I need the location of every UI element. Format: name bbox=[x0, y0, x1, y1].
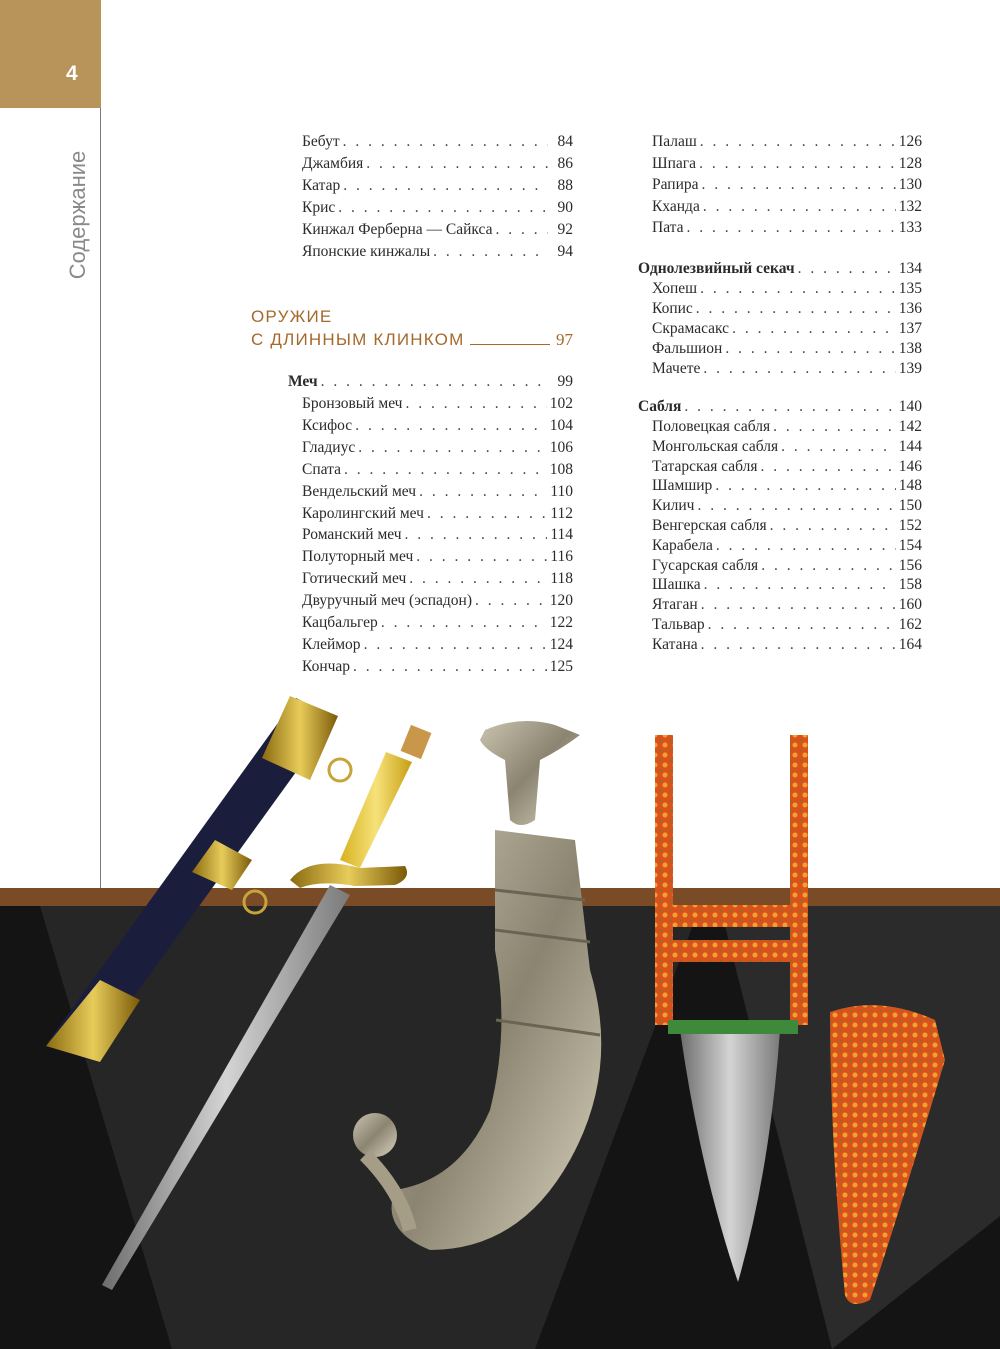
toc-entry-page: 135 bbox=[898, 280, 922, 297]
toc-leader bbox=[703, 359, 895, 379]
toc-entry[interactable] bbox=[652, 437, 922, 457]
toc-entry-page: 133 bbox=[898, 219, 922, 237]
toc-leader bbox=[761, 457, 896, 477]
section-label: Содержание bbox=[65, 150, 90, 280]
toc-entry-page: 139 bbox=[898, 359, 922, 377]
toc-entry-title: Тальвар bbox=[652, 616, 705, 633]
toc-entry-page: 158 bbox=[898, 576, 922, 594]
toc-entry-title: Романский меч bbox=[302, 526, 402, 544]
toc-leader bbox=[364, 635, 547, 655]
toc-entry-page: 164 bbox=[898, 635, 922, 653]
toc-entry-title: Каролингский меч bbox=[302, 504, 424, 522]
toc-leader bbox=[419, 482, 547, 502]
toc-entry-title: Полуторный меч bbox=[302, 548, 414, 566]
toc-entry-page: 137 bbox=[898, 319, 922, 337]
toc-entry[interactable] bbox=[302, 438, 573, 458]
toc-entry-page: 148 bbox=[898, 477, 922, 495]
toc-entry-title: Двуручный меч (эспадон) bbox=[302, 592, 473, 610]
toc-entry-page: 112 bbox=[550, 504, 573, 522]
toc-entry[interactable] bbox=[652, 457, 922, 477]
toc-entry[interactable] bbox=[652, 218, 922, 238]
toc-entry-title: Килич bbox=[652, 497, 695, 515]
toc-entry-page: 122 bbox=[549, 614, 573, 631]
toc-entry-title: Кинжал Ферберна — Сайкса bbox=[302, 221, 493, 238]
toc-entry-page: 124 bbox=[549, 635, 573, 653]
toc-entry[interactable] bbox=[302, 154, 573, 174]
toc-leader bbox=[761, 556, 896, 576]
toc-entry-page: 84 bbox=[557, 133, 573, 150]
toc-leader bbox=[321, 372, 548, 392]
toc-entry-title: Кацбальгер bbox=[302, 614, 378, 631]
toc-group-page: 99 bbox=[557, 373, 573, 390]
toc-entry[interactable] bbox=[652, 417, 922, 437]
toc-leader bbox=[338, 198, 548, 218]
toc-entry-page: 156 bbox=[898, 556, 922, 574]
toc-entry-title: Крис bbox=[302, 199, 336, 216]
toc-entry[interactable] bbox=[652, 516, 922, 536]
toc-entry-title: Бебут bbox=[302, 133, 340, 150]
toc-entry[interactable] bbox=[652, 536, 922, 556]
toc-leader bbox=[409, 569, 547, 589]
toc-entry-title: Копис bbox=[652, 299, 693, 317]
toc-entry-title: Катана bbox=[652, 635, 698, 653]
toc-entry[interactable] bbox=[302, 613, 573, 633]
toc-entry-page: 110 bbox=[550, 482, 573, 500]
toc-entry-page: 136 bbox=[898, 299, 922, 317]
toc-leader bbox=[700, 132, 896, 152]
toc-entry[interactable] bbox=[302, 198, 573, 218]
toc-entry-title: Хопеш bbox=[652, 280, 698, 297]
toc-entry[interactable] bbox=[652, 299, 922, 319]
toc-entry-title: Пата bbox=[652, 219, 684, 237]
toc-entry-title: Венгерская сабля bbox=[652, 517, 767, 534]
section-heading-line1: ОРУЖИЕ bbox=[251, 307, 333, 326]
page-tab bbox=[0, 0, 101, 108]
toc-entry-title: Клеймор bbox=[302, 635, 361, 653]
toc-leader bbox=[770, 516, 896, 536]
toc-entry-page: 126 bbox=[898, 133, 922, 150]
toc-entry-page: 92 bbox=[557, 221, 573, 238]
toc-leader bbox=[353, 657, 547, 677]
toc-group-page: 140 bbox=[898, 398, 922, 415]
toc-entry[interactable] bbox=[302, 242, 573, 262]
section-heading-page: 97 bbox=[556, 330, 573, 349]
katar-sheath-icon bbox=[830, 1005, 945, 1304]
toc-entry[interactable] bbox=[302, 394, 573, 414]
toc-leader bbox=[405, 394, 546, 414]
toc-group-title: Сабля bbox=[638, 398, 682, 415]
toc-entry-title: Бронзовый меч bbox=[302, 395, 403, 412]
toc-entry-page: 144 bbox=[898, 437, 922, 455]
toc-entry-title: Кончар bbox=[302, 657, 351, 675]
toc-group-page: 134 bbox=[898, 260, 922, 277]
toc-entry-title: Гусарская сабля bbox=[652, 556, 759, 574]
toc-entry-page: 130 bbox=[898, 176, 922, 194]
toc-entry[interactable] bbox=[302, 176, 573, 196]
toc-leader bbox=[343, 176, 548, 196]
toc-leader bbox=[798, 259, 896, 279]
toc-entry[interactable] bbox=[652, 339, 922, 359]
toc-entry[interactable] bbox=[302, 220, 573, 240]
weapons-illustration bbox=[0, 690, 1000, 1349]
toc-entry-title: Вендельский меч bbox=[302, 482, 417, 500]
toc-entry-page: 120 bbox=[549, 592, 573, 610]
toc-entry-title: Кханда bbox=[652, 197, 700, 215]
toc-entry-page: 90 bbox=[557, 199, 573, 216]
toc-leader bbox=[475, 591, 547, 611]
toc-entry-page: 162 bbox=[898, 616, 922, 633]
toc-entry[interactable] bbox=[302, 547, 573, 567]
toc-leader bbox=[701, 635, 896, 655]
toc-entry-page: 114 bbox=[550, 526, 573, 544]
toc-entry-page: 108 bbox=[549, 460, 573, 478]
toc-entry-title: Мачете bbox=[652, 359, 701, 377]
toc-entry-title: Шамшир bbox=[652, 477, 713, 495]
toc-entry[interactable] bbox=[652, 154, 922, 174]
toc-entry-page: 160 bbox=[898, 596, 922, 614]
toc-leader bbox=[699, 154, 896, 174]
toc-entry-title: Ятаган bbox=[652, 596, 698, 614]
toc-entry-page: 128 bbox=[898, 154, 922, 172]
toc-entry[interactable] bbox=[302, 591, 573, 611]
toc-leader bbox=[715, 476, 895, 496]
toc-entry-page: 146 bbox=[898, 457, 922, 475]
toc-leader bbox=[700, 279, 896, 299]
toc-entry-page: 88 bbox=[557, 177, 573, 194]
toc-entry[interactable] bbox=[652, 175, 922, 195]
toc-entry-page: 86 bbox=[557, 155, 573, 172]
toc-entry-title: Фальшион bbox=[652, 339, 723, 357]
toc-entry[interactable] bbox=[652, 496, 922, 516]
toc-leader bbox=[716, 536, 896, 556]
toc-entry-title: Японские кинжалы bbox=[302, 243, 431, 260]
toc-entry[interactable] bbox=[302, 504, 573, 524]
toc-leader bbox=[696, 299, 896, 319]
toc-leader bbox=[355, 416, 547, 436]
toc-entry-page: 132 bbox=[898, 197, 922, 215]
toc-entry-title: Половецкая сабля bbox=[652, 418, 771, 435]
toc-group-title: Однолезвийный секач bbox=[638, 260, 795, 277]
toc-leader bbox=[344, 460, 547, 480]
toc-entry-title: Карабела bbox=[652, 536, 713, 554]
toc-entry[interactable] bbox=[652, 635, 922, 655]
toc-leader bbox=[343, 132, 548, 152]
toc-entry[interactable] bbox=[652, 132, 922, 152]
toc-entry-page: 116 bbox=[550, 548, 573, 566]
toc-entry[interactable] bbox=[302, 635, 573, 655]
toc-leader bbox=[405, 525, 548, 545]
toc-entry-page: 152 bbox=[898, 517, 922, 534]
toc-entry[interactable] bbox=[652, 575, 922, 595]
toc-entry-page: 125 bbox=[549, 657, 573, 675]
toc-leader bbox=[773, 417, 896, 437]
toc-entry-title: Спата bbox=[302, 460, 341, 478]
toc-entry-title: Монгольская сабля bbox=[652, 437, 779, 455]
toc-leader bbox=[701, 595, 896, 615]
toc-entry-title: Палаш bbox=[652, 133, 697, 150]
toc-entry-page: 102 bbox=[549, 395, 573, 412]
toc-entry[interactable] bbox=[652, 615, 922, 635]
toc-leader bbox=[725, 339, 895, 359]
toc-entry-page: 106 bbox=[549, 438, 573, 456]
toc-leader bbox=[781, 437, 896, 457]
toc-leader bbox=[732, 319, 896, 339]
toc-group-mech[interactable] bbox=[288, 372, 573, 392]
section-heading-rule bbox=[470, 330, 550, 345]
toc-entry-title: Ксифос bbox=[302, 416, 353, 434]
toc-entry[interactable] bbox=[652, 595, 922, 615]
katar-icon bbox=[655, 735, 808, 1282]
toc-entry[interactable] bbox=[652, 197, 922, 217]
toc-entry[interactable] bbox=[652, 476, 922, 496]
toc-leader bbox=[416, 547, 547, 567]
toc-entry-title: Гладиус bbox=[302, 438, 356, 456]
toc-entry-title: Татарская сабля bbox=[652, 457, 758, 475]
toc-leader bbox=[684, 397, 895, 417]
toc-leader bbox=[358, 438, 547, 458]
toc-entry[interactable] bbox=[302, 460, 573, 480]
toc-entry[interactable] bbox=[652, 279, 922, 299]
toc-leader bbox=[687, 218, 896, 238]
toc-leader bbox=[427, 504, 547, 524]
toc-entry-title: Скрамасакс bbox=[652, 319, 730, 337]
toc-entry[interactable] bbox=[302, 416, 573, 436]
toc-entry-page: 104 bbox=[549, 416, 573, 434]
toc-leader bbox=[433, 242, 548, 262]
toc-leader bbox=[702, 175, 896, 195]
toc-entry-page: 94 bbox=[557, 243, 573, 260]
toc-entry[interactable] bbox=[302, 569, 573, 589]
toc-entry-page: 142 bbox=[898, 418, 922, 435]
toc-entry[interactable] bbox=[302, 132, 573, 152]
toc-entry-title: Шпага bbox=[652, 154, 697, 172]
toc-group-sablya[interactable] bbox=[638, 397, 922, 417]
toc-entry-title: Джамбия bbox=[302, 155, 364, 172]
page-number: 4 bbox=[66, 62, 78, 85]
toc-entry[interactable] bbox=[302, 525, 573, 545]
toc-entry[interactable] bbox=[302, 657, 573, 677]
toc-entry[interactable] bbox=[302, 482, 573, 502]
section-heading[interactable] bbox=[251, 305, 573, 351]
toc-leader bbox=[697, 496, 895, 516]
toc-leader bbox=[366, 154, 548, 174]
toc-entry[interactable] bbox=[652, 319, 922, 339]
toc-entry-page: 118 bbox=[550, 570, 573, 588]
toc-entry-title: Шашка bbox=[652, 576, 701, 594]
toc-entry-title: Рапира bbox=[652, 176, 699, 194]
toc-group-title: Меч bbox=[288, 373, 318, 390]
toc-leader bbox=[704, 575, 896, 595]
toc-leader bbox=[708, 615, 896, 635]
toc-entry-page: 154 bbox=[898, 536, 922, 554]
toc-entry-page: 138 bbox=[898, 339, 922, 357]
toc-leader bbox=[495, 220, 548, 240]
toc-leader bbox=[381, 613, 547, 633]
section-heading-line2: С ДЛИННЫМ КЛИНКОМ bbox=[251, 330, 465, 349]
toc-entry-title: Катар bbox=[302, 177, 341, 194]
toc-entry-title: Готический меч bbox=[302, 570, 407, 588]
toc-leader bbox=[703, 197, 896, 217]
toc-entry-page: 150 bbox=[898, 497, 922, 515]
toc-group-sekach[interactable] bbox=[638, 259, 922, 279]
toc-entry[interactable] bbox=[652, 359, 922, 379]
toc-entry[interactable] bbox=[652, 556, 922, 576]
